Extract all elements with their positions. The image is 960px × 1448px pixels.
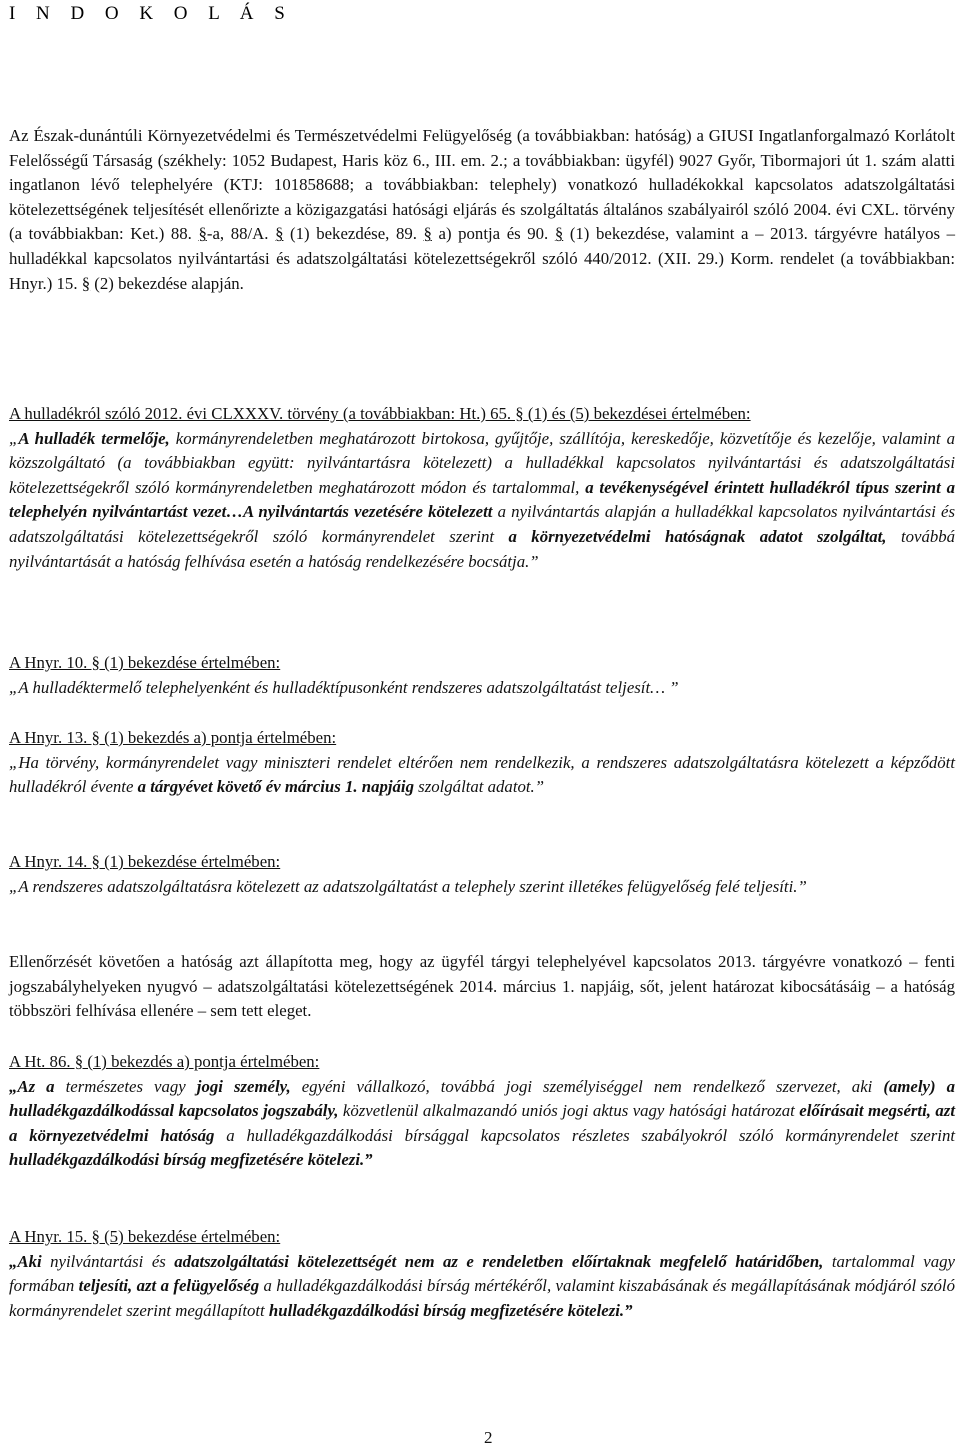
ht65-paragraph [9,402,955,574]
hnyr13-quote [9,753,955,797]
quote-text: egyéni vállalkozó, továbbá jogi személyiséggel nem rendelkező szervezet, aki [290,1076,884,1096]
hnyr15-quote [9,1252,955,1320]
quote-bold-text: hulladékgazdálkodási bírság megfizetésére kötelezi.” [268,1300,633,1320]
intro-text: a) pontja és 90. [431,224,555,244]
quote-text: „Ha törvény, kormányrendelet vagy miniszteri rendelet eltérően nem rendelkezik, a rendszeres adatszolgáltatásra kötelezett a képződött hulladékról évente [9,752,955,797]
quote-bold-text: „Az a [9,1076,55,1096]
ht86-quote [9,1077,955,1170]
quote-text: a hulladékgazdálkodási bírság mértékéről, valamint kiszabásának és megállapításának módjáról szóló kormányrendelet szerint megállapított [9,1276,955,1320]
hnyr15-reference: A Hnyr. 15. § (5) bekezdése értelmében: [9,1227,281,1246]
quote-text: kormányrendeletben meghatározott birtokosa, gyűjtője, szállítója, kereskedője, közvetítője és kezelője, valamint a közszolgáltató (a továbbiakban együtt: nyilvántartásra kötelezett) a hulladékkal kapcsolatos nyilvántartási és adatszolgáltatási kötelezettségekről szóló kormányrendeletben meghatározott módon és tartalommal, [9,428,955,497]
quote-text: a hulladékgazdálkodási bírsággal kapcsolatos részletes szabályokról szóló kormányrendelet szerint [214,1125,955,1145]
hnyr10-paragraph [9,651,955,700]
quote-bold-text: jogi személy, [196,1076,291,1096]
quote-bold-text: a környezetvédelmi hatóságnak adatot szolgáltat, [508,526,887,546]
hnyr13-reference: A Hnyr. 13. § (1) bekezdés a) pontja értelmében: [9,728,337,747]
quote-bold-text: (amely) a hulladékgazdálkodással kapcsolatos jogszabály, [9,1076,956,1121]
quote-text: természetes vagy [54,1076,197,1096]
quote-bold-text: A hulladék termelője, [18,428,170,448]
document-heading: I N D O K O L Á S [9,3,293,24]
hnyr15-paragraph [9,1225,955,1323]
quote-bold-text: előírásait megsérti, azt a környezetvédelmi hatóság [9,1101,955,1145]
section-sign: § [554,224,564,244]
intro-text: (1) bekezdése, 89. [283,224,424,244]
hnyr10-reference: A Hnyr. 10. § (1) bekezdése értelmében: [9,653,281,672]
quote-text: nyilvántartási és [41,1251,175,1271]
quote-bold-text: „Aki [9,1251,42,1271]
quote-text: szolgáltat adatot.” [413,777,545,797]
quote-bold-text: hulladékgazdálkodási bírság megfizetésére kötelezi.” [9,1150,373,1170]
intro-text: Az Észak-dunántúli Környezetvédelmi és Természetvédelmi Felügyelőség (a továbbiakban: hatóság) a GIUSI Ingatlanforgalmazó Korlátolt Felelősségű Társaság (székhely: 1052 Budapest, Haris köz 6., III. em. 2.; a továbbiakban: ügyfél) 9027 Győr, Tibormajori út 1. szám alatti ingatlanon lévő telephelyére (KTJ: 101858688; a továbbiakban: telephely) vonatkozó hulladékokkal kapcsolatos adatszolgáltatási kötelezettségének teljesítését ellenőrizte a közigazgatási hatósági eljárás és szolgáltatás általános szabályairól szóló 2004. évi CXL. törvény (a továbbiakban: Ket.) 88. [9,126,955,244]
section-sign: § [81,273,91,293]
quote-close: ” [529,551,539,571]
ht86-reference: A Ht. 86. § (1) bekezdés a) pontja értelmében: [9,1052,320,1071]
ht65-quote [9,429,955,571]
quote-text: a nyilvántartás alapján a hulladékkal kapcsolatos nyilvántartási és adatszolgáltatási kötelezettségekről szóló kormányrendelet szerint [9,502,955,546]
quote-text: tartalommal vagy formában [9,1251,955,1296]
hnyr14-quote: „A rendszeres adatszolgáltatásra kötelezett az adatszolgáltatást a telephely szerint illetékes felügyelőség felé teljesíti.” [9,876,807,896]
quote-open: „ [9,428,19,448]
quote-bold-text: teljesíti, azt a felügyelőség [78,1276,260,1296]
section-sign: § [275,224,284,244]
hnyr14-reference: A Hnyr. 14. § (1) bekezdése értelmében: [9,852,281,871]
quote-bold-text: a tevékenységével érintett hulladékról típus szerint a telephelyén nyilvántartást vezet…A nyilvántartás vezetésére kötelezett [9,477,955,522]
ht65-reference: A hulladékról szóló 2012. évi CLXXXV. törvény (a továbbiakban: Ht.) 65. § (1) és (5) bekezdései értelmében: [9,404,751,423]
hnyr10-quote: „A hulladéktermelő telephelyenként és hulladéktípusonként rendszeres adatszolgáltatást teljesít… ” [9,677,679,697]
quote-bold-text: a tárgyévet követő év március 1. napjáig [137,777,414,797]
hnyr13-paragraph [9,726,955,800]
ht86-paragraph [9,1050,955,1173]
intro-text: (2) bekezdése alapján. [90,273,244,293]
finding-paragraph: Ellenőrzését követően a hatóság azt állapította meg, hogy az ügyfél tárgyi telephelyével kapcsolatos 2013. tárgyévre vonatkozó – fenti jogszabályhelyeken nyugvó – adatszolgáltatási kötelezettségének 2014. március 1. napjáig, sőt, jelent határozat kibocsátásáig – a hatóság többszöri felhívása ellenére – sem tett eleget. [9,952,955,1021]
section-sign: § [423,224,432,244]
quote-bold-text: adatszolgáltatási kötelezettségét nem az e rendeletben előírtaknak megfelelő határidőben, [174,1251,824,1271]
intro-paragraph [9,124,955,296]
quote-text: továbbá nyilvántartását a hatóság felhívása esetén a hatóság rendelkezésére bocsátja. [9,526,956,571]
section-sign: § [198,224,207,244]
intro-text: (1) bekezdése, valamint a – 2013. tárgyévre hatályos – hulladékkal kapcsolatos nyilvántartási és adatszolgáltatási kötelezettségekről szóló 440/2012. (XII. 29.) Korm. rendelet (a továbbiakban: Hnyr.) 15. [9,224,955,293]
intro-text: -a, 88/A. [206,224,276,244]
quote-text: közvetlenül alkalmazandó uniós jogi aktus vagy hatósági határozat [338,1101,800,1121]
hnyr14-paragraph [9,850,955,899]
page-number: 2 [484,1428,493,1447]
